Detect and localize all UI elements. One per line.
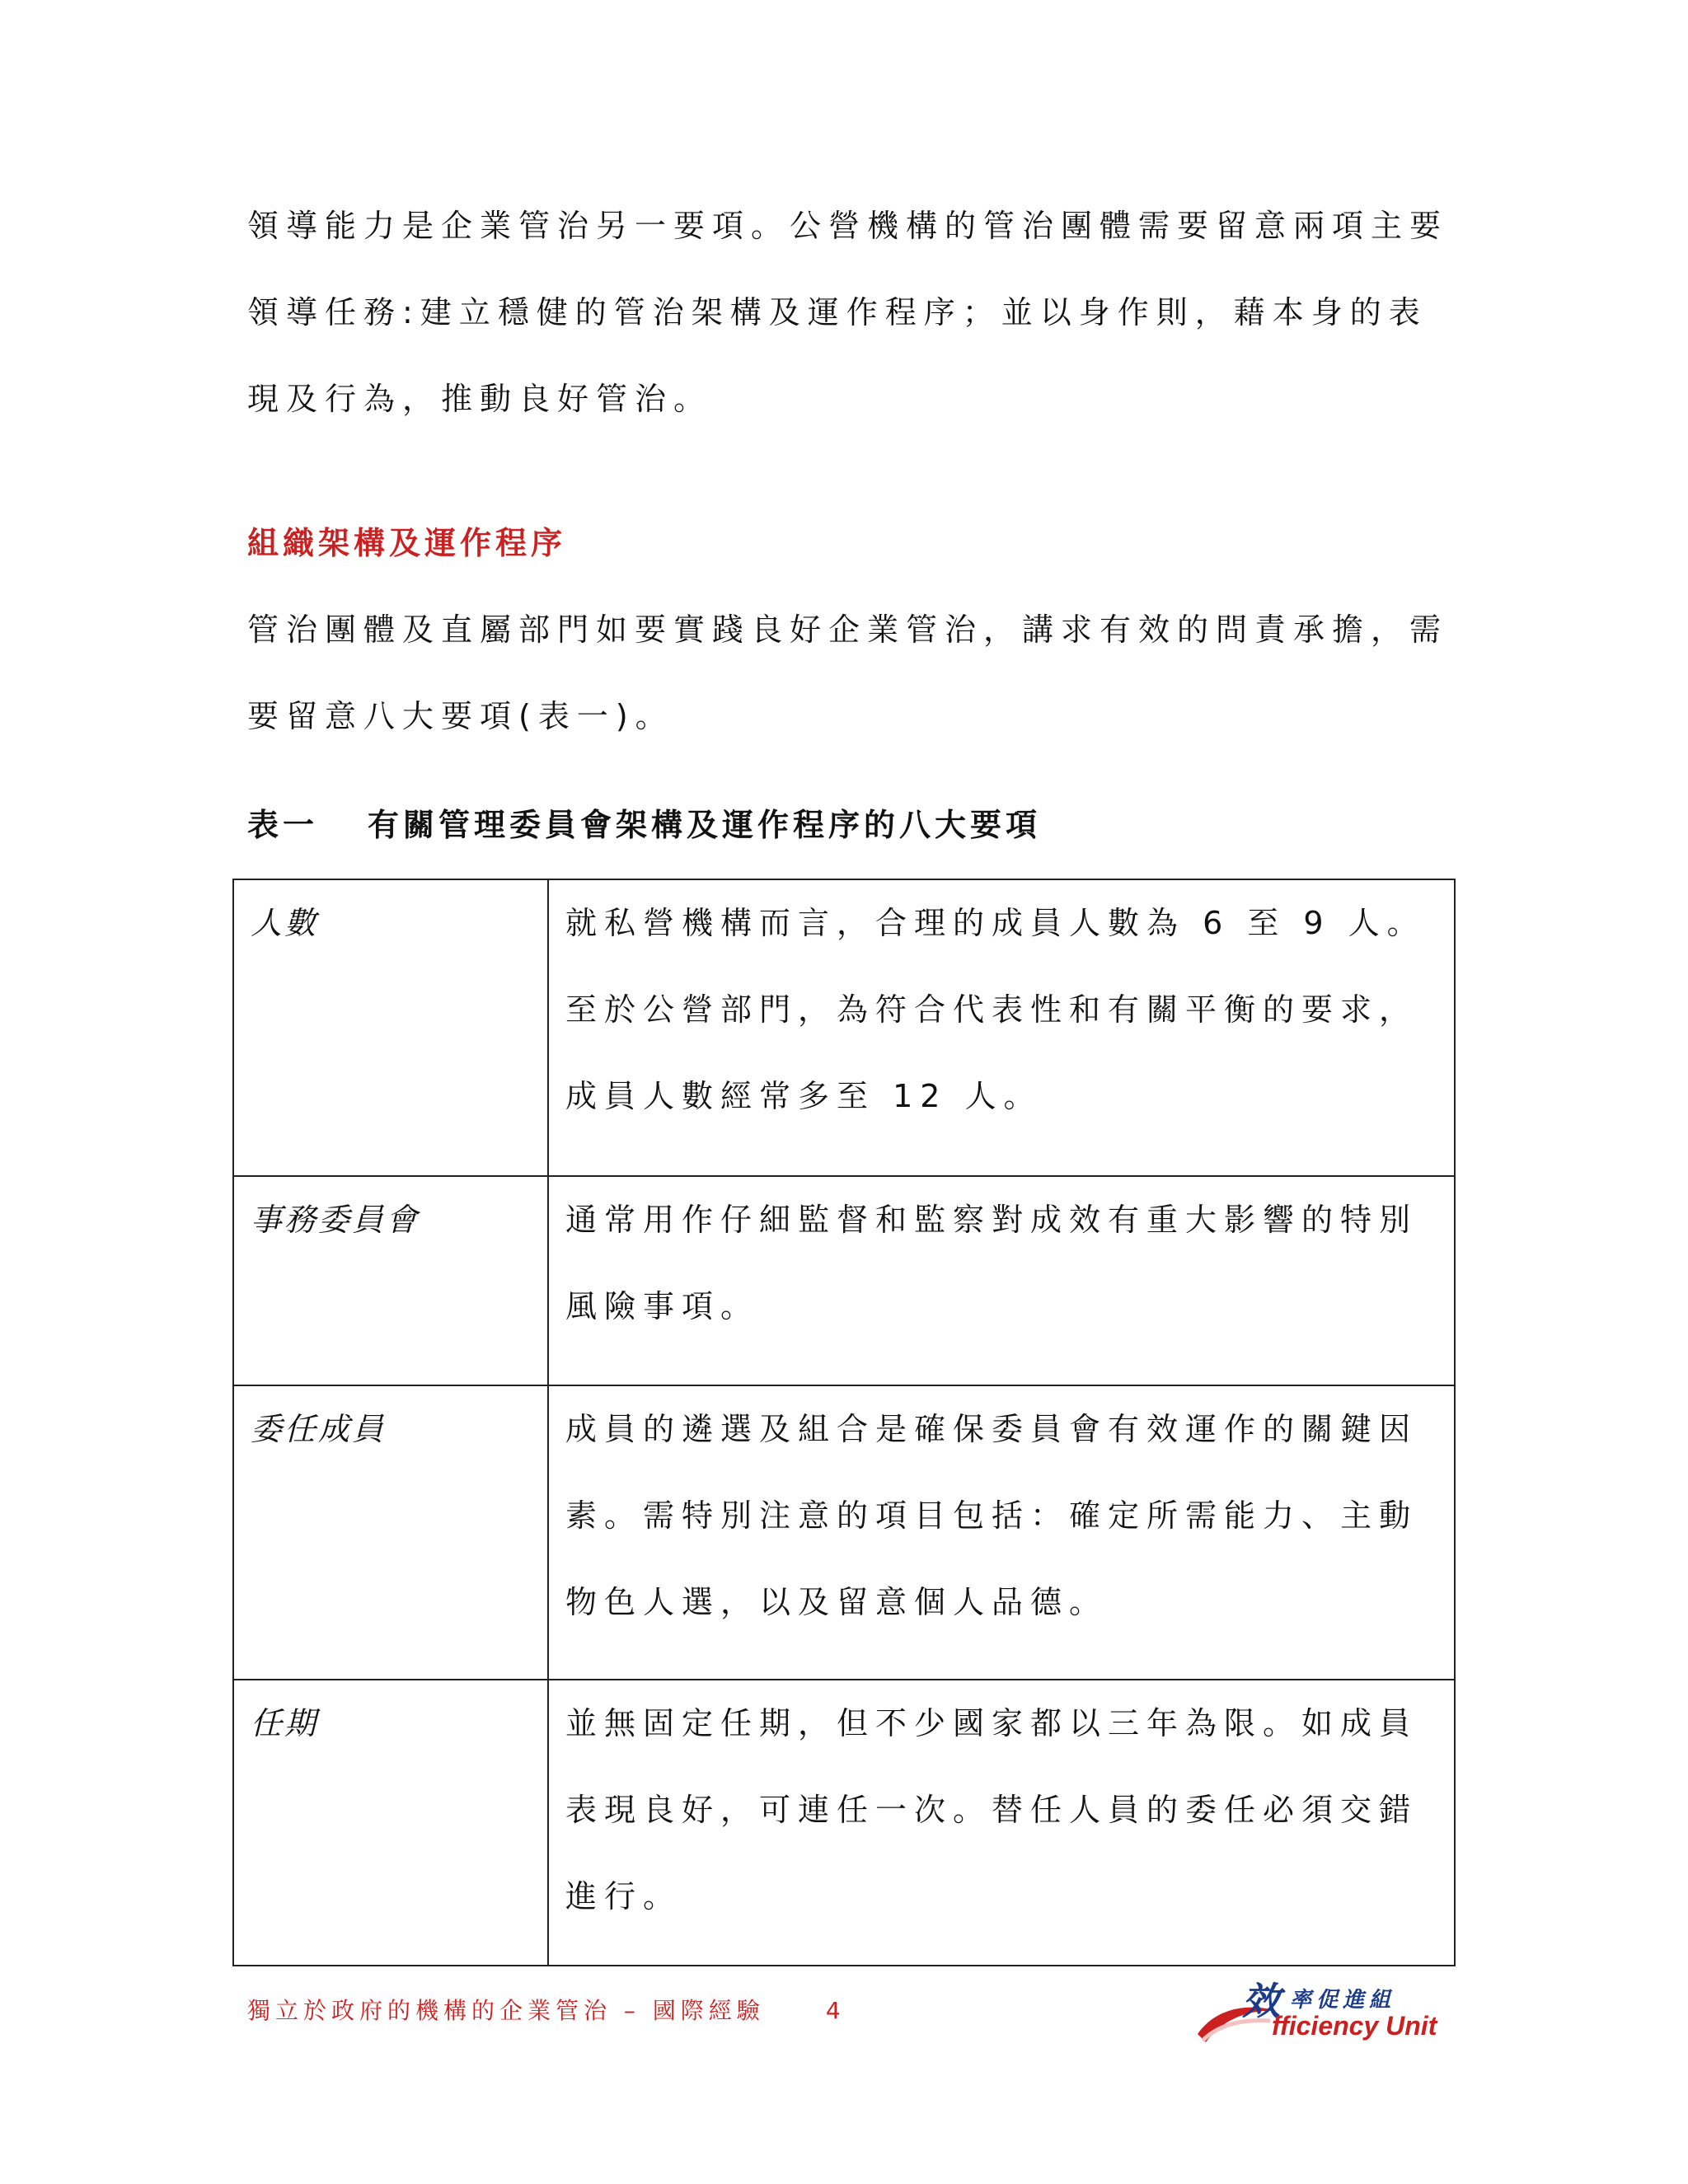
logo-mark-char: 效	[1242, 1979, 1280, 2023]
logo-english-text: fficiency Unit	[1272, 2011, 1437, 2041]
row-description: 成員的遴選及組合是確保委員會有效運作的關鍵因素。需特別注意的項目包括：確定所需能力、主動物色人選，以及留意個人品德。	[548, 1385, 1455, 1680]
row-term: 委任成員	[233, 1385, 548, 1680]
page-footer	[247, 1993, 846, 2026]
section-heading: 組織架構及運作程序	[247, 525, 567, 561]
table-row	[233, 1176, 1455, 1385]
table-row	[233, 1680, 1455, 1966]
row-description: 並無固定任期，但不少國家都以三年為限。如成員表現良好，可連任一次。替任人員的委任必須交錯進行。	[548, 1680, 1455, 1966]
page-number: 4	[825, 1997, 846, 2024]
footer-title: 獨立於政府的機構的企業管治 – 國際經驗	[247, 1997, 765, 2024]
table-caption-number: 表一	[247, 807, 319, 843]
table-caption	[247, 799, 1041, 845]
section-paragraph: 管治團體及直屬部門如要實踐良好企業管治，講求有效的問責承擔，需要留意八大要項(表一)。	[247, 612, 1449, 734]
table-caption-title: 有關管理委員會架構及運作程序的八大要項	[368, 807, 1042, 843]
row-description: 就私營機構而言，合理的成員人數為 6 至 9 人。至於公營部門，為符合代表性和有關平衡的要求，成員人數經常多至 12 人。	[548, 879, 1455, 1176]
row-term: 任期	[233, 1680, 548, 1966]
logo-chinese-text: 率促進組	[1290, 1988, 1396, 2013]
row-description: 通常用作仔細監督和監察對成效有重大影響的特別風險事項。	[548, 1176, 1455, 1385]
table-row	[233, 879, 1455, 1176]
intro-paragraph: 領導能力是企業管治另一要項。公營機構的管治團體需要留意兩項主要領導任務:建立穩健的管治架構及運作程序；並以身作則，藉本身的表現及行為，推動良好管治。	[247, 208, 1449, 417]
row-term: 事務委員會	[233, 1176, 548, 1385]
row-term: 人數	[233, 879, 548, 1176]
items-table	[232, 879, 1456, 1966]
table-row	[233, 1385, 1455, 1680]
efficiency-unit-logo	[1191, 1976, 1438, 2050]
